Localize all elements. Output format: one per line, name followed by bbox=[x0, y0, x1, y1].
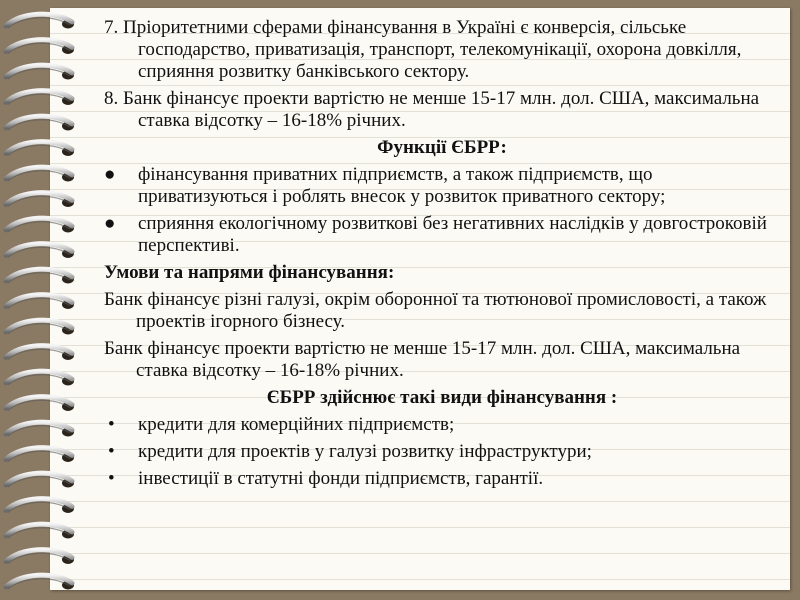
bullet-icon: ● bbox=[104, 213, 116, 234]
conditions-heading: Умови та напрями фінансування: bbox=[104, 262, 395, 283]
paragraph-project-cost: 8. Банк фінансує проекти вартістю не менше 15-17 млн. дол. США, максимальна ставка відсотку – 16-18% річних. bbox=[104, 88, 760, 131]
spiral-binding-icon bbox=[0, 0, 90, 600]
bullet-icon: • bbox=[108, 468, 115, 489]
list-item-text: кредити для комерційних підприємств; bbox=[138, 414, 455, 435]
bullet-icon: ● bbox=[104, 164, 116, 185]
bullet-icon: • bbox=[108, 441, 115, 462]
list-item bbox=[104, 441, 780, 463]
list-item-text: інвестиції в статутні фонди підприємств, гарантії. bbox=[138, 468, 544, 489]
list-item-text: сприяння екологічному розвиткові без негативних наслідків у довгостроковій перспективі. bbox=[138, 213, 767, 256]
list-item-text: кредити для проектів у галузі розвитку інфраструктури; bbox=[138, 441, 592, 462]
paragraph-industries: Банк фінансує різні галузі, окрім оборонної та тютюнової промисловості, а також проектів ігорного бізнесу. bbox=[104, 289, 767, 332]
list-item bbox=[104, 164, 780, 208]
functions-heading: Функції ЄБРР: bbox=[377, 137, 507, 158]
bullet-icon: • bbox=[108, 414, 115, 435]
paragraph-priority-sectors: 7. Пріоритетними сферами фінансування в Україні є конверсія, сільське господарство, приватизація, транспорт, телекомунікації, охорона довкілля, сприяння розвитку банківського сектору. bbox=[104, 17, 742, 82]
paragraph-cost-conditions: Банк фінансує проекти вартістю не менше 15-17 млн. дол. США, максимальна ставка відсотку – 16-18% річних. bbox=[104, 338, 741, 381]
list-item-text: фінансування приватних підприємств, а також підприємств, що приватизуються і роблять внесок у розвиток приватного сектору; bbox=[138, 164, 666, 207]
list-item bbox=[104, 213, 780, 257]
slide-content bbox=[104, 17, 780, 495]
list-item bbox=[104, 468, 780, 490]
financing-types-heading: ЄБРР здійснює такі види фінансування : bbox=[266, 387, 618, 408]
list-item bbox=[104, 414, 780, 436]
